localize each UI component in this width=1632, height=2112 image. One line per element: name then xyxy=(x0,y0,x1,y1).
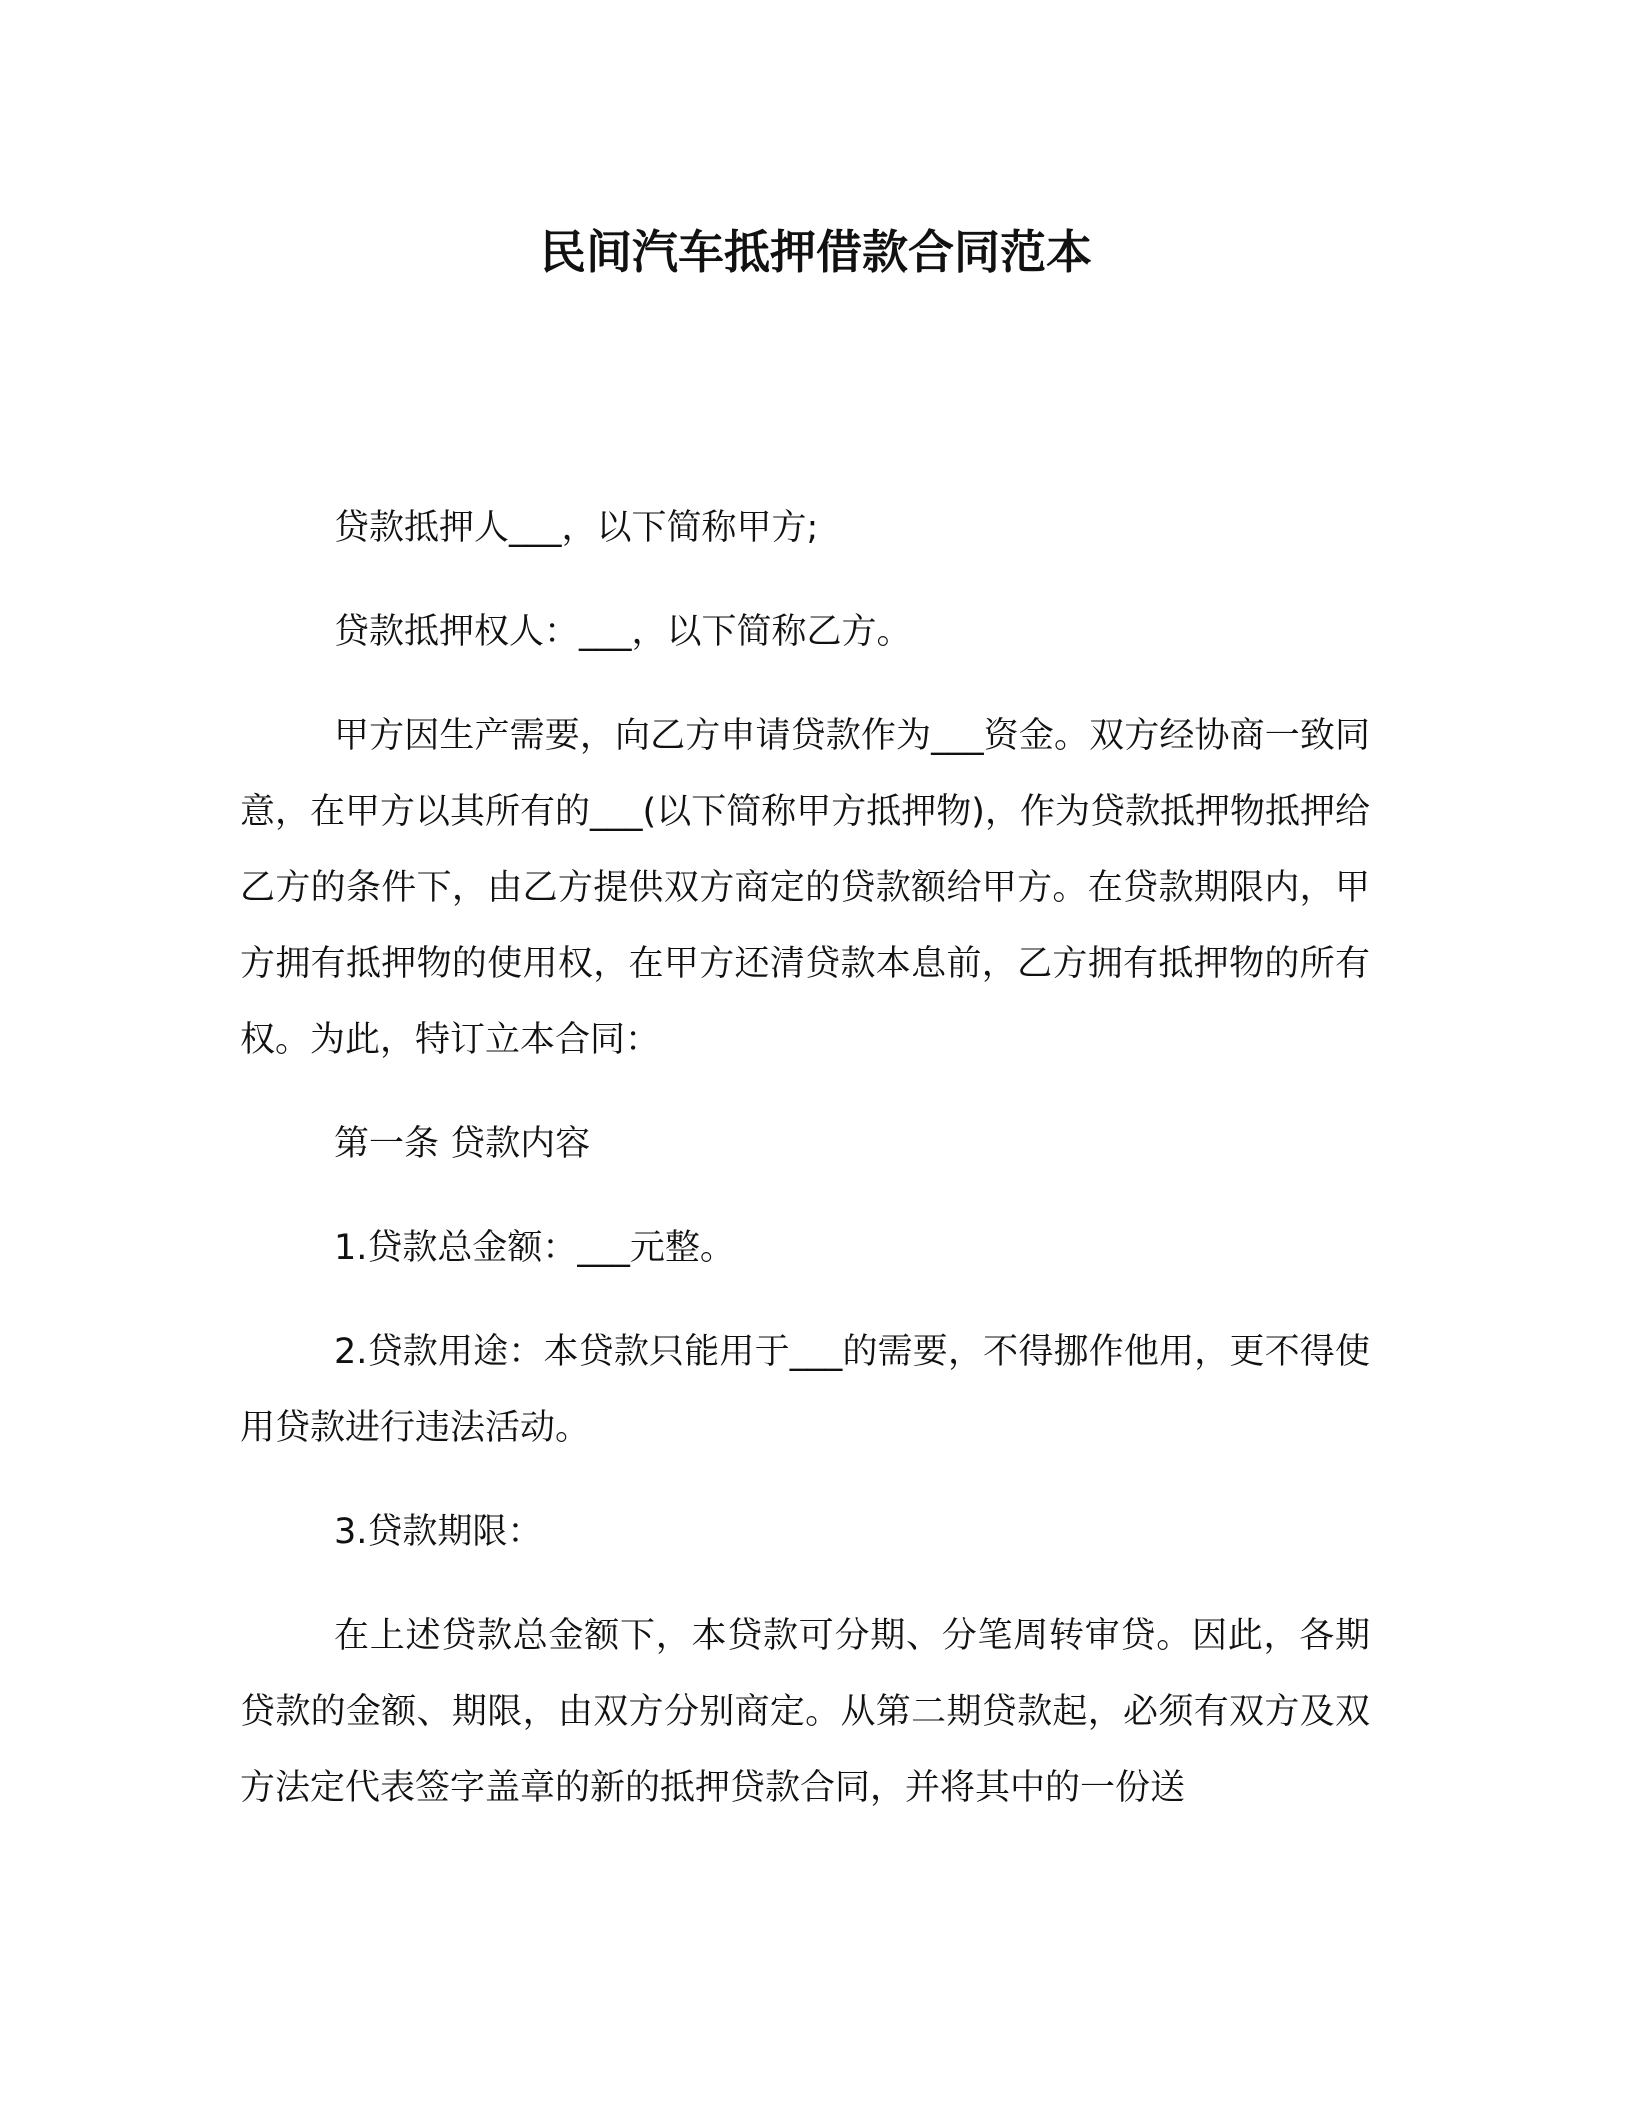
paragraph-lender: 贷款抵押权人：___，以下简称乙方。 xyxy=(334,612,912,652)
paragraph-borrower: 贷款抵押人___，以下简称甲方; xyxy=(334,508,819,548)
clause-loan-amount: 1.贷款总金额：___元整。 xyxy=(334,1228,735,1268)
document-body xyxy=(240,490,1370,1854)
section-heading-article-1: 第一条 贷款内容 xyxy=(334,1124,591,1164)
paragraph-intro: 甲方因生产需要，向乙方申请贷款作为___资金。双方经协商一致同意，在甲方以其所有的___(以下简称甲方抵押物)，作为贷款抵押物抵押给乙方的条件下，由乙方提供双方商定的贷款额给甲方。在贷款期限内，甲方拥有抵押物的使用权，在甲方还清贷款本息前，乙方拥有抵押物的所有权。为此，特订立本合同： xyxy=(240,716,1370,1060)
document-title: 民间汽车抵押借款合同范本 xyxy=(540,225,1092,279)
clause-loan-term-heading: 3.贷款期限： xyxy=(334,1512,543,1552)
clause-loan-term-text: 在上述贷款总金额下，本贷款可分期、分笔周转审贷。因此，各期贷款的金额、期限，由双方分别商定。从第二期贷款起，必须有双方及双方法定代表签字盖章的新的抵押贷款合同，并将其中的一份送 xyxy=(240,1616,1370,1808)
clause-loan-purpose: 2.贷款用途：本贷款只能用于___的需要，不得挪作他用，更不得使用贷款进行违法活动。 xyxy=(240,1332,1370,1448)
